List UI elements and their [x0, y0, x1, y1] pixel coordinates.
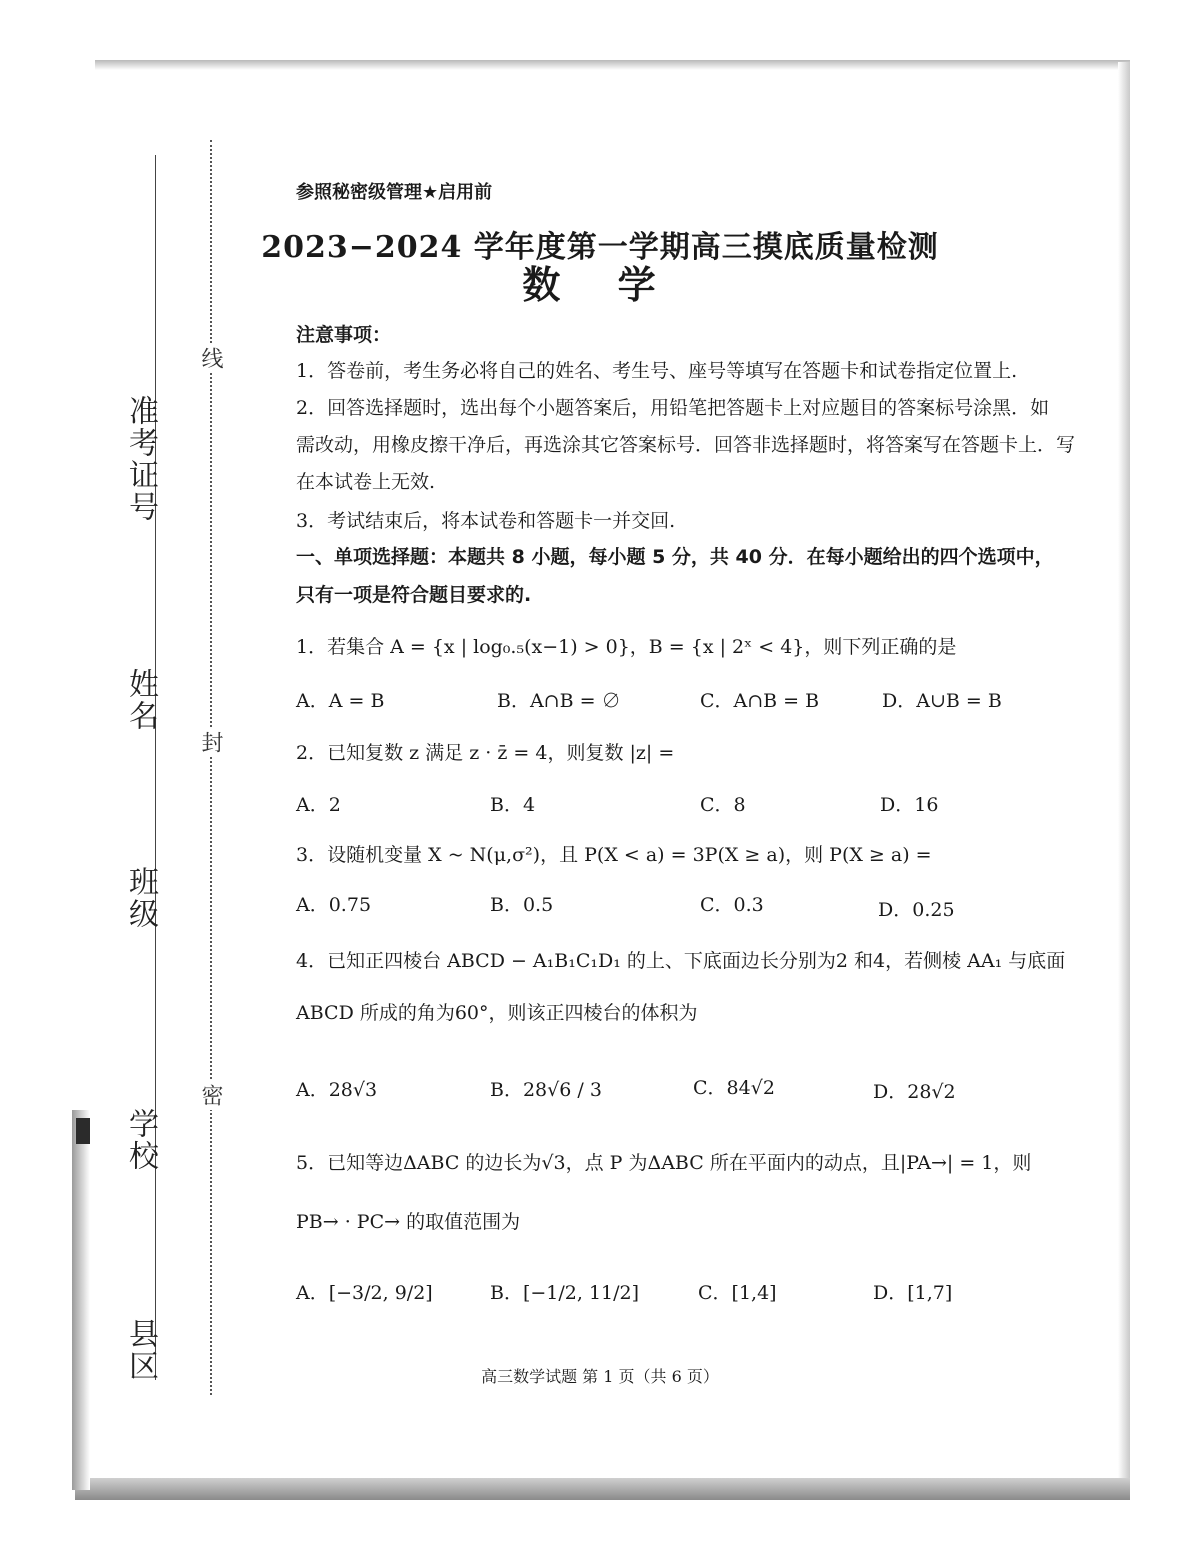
question-5-option-d: D．[1,7]: [873, 1282, 953, 1304]
label-district: 县区: [123, 1318, 158, 1382]
question-4-option-c: C．84√2: [693, 1077, 775, 1099]
seal-mark-line: 线: [195, 343, 226, 373]
label-class: 班级: [123, 866, 158, 930]
notice-item: 1．答卷前，考生务必将自己的姓名、考生号、座号等填写在答题卡和试卷指定位置上.: [296, 360, 1018, 382]
scan-edge-left: [72, 1110, 90, 1490]
question-3-option-b: B．0.5: [490, 894, 554, 916]
question-5-stem-cont: PB→ · PC→ 的取值范围为: [296, 1211, 521, 1233]
exam-title: 2023−2024 学年度第一学期高三摸底质量检测: [261, 230, 939, 265]
question-2-stem: 2．已知复数 z 满足 z · z̄ = 4，则复数 |z| =: [296, 742, 675, 764]
question-2-option-a: A．2: [296, 794, 341, 816]
notice-item: 2．回答选择题时，选出每个小题答案后，用铅笔把答题卡上对应题目的答案标号涂黑．如: [296, 397, 1050, 419]
question-4-option-d: D．28√2: [873, 1081, 956, 1103]
page-footer: 高三数学试题 第 1 页（共 6 页）: [481, 1367, 719, 1386]
question-4-option-b: B．28√6 / 3: [490, 1079, 602, 1101]
scan-edge-top: [95, 60, 1130, 70]
question-3-option-c: C．0.3: [700, 894, 764, 916]
notice-item: 在本试卷上无效.: [296, 471, 436, 493]
seal-mark-secret: 密: [195, 1080, 226, 1110]
question-3-stem: 3．设随机变量 X ~ N(μ,σ²)，且 P(X < a) = 3P(X ≥ a)，则 P(X ≥ a) =: [296, 844, 932, 866]
question-2-option-b: B．4: [490, 794, 536, 816]
scan-mark: [76, 1118, 90, 1144]
label-exam-number: 准考证号: [123, 395, 158, 523]
question-2-option-c: C．8: [700, 794, 746, 816]
question-1-option-a: A．A = B: [296, 690, 385, 712]
question-5-stem: 5．已知等边ΔABC 的边长为√3，点 P 为ΔABC 所在平面内的动点，且|PA→| = 1，则: [296, 1152, 1032, 1174]
seal-mark-seal: 封: [195, 727, 226, 757]
question-4-stem-cont: ABCD 所成的角为60°，则该正四棱台的体积为: [296, 1002, 698, 1024]
question-1-option-c: C．A∩B = B: [700, 690, 820, 712]
question-1-stem: 1．若集合 A = {x | log₀.₅(x−1) > 0}，B = {x | 2ˣ < 4}，则下列正确的是: [296, 636, 957, 658]
question-5-option-a: A．[−3/2, 9/2]: [296, 1282, 433, 1304]
subject-title: 数 学: [522, 263, 678, 307]
question-5-option-b: B．[−1/2, 11/2]: [490, 1282, 640, 1304]
question-2-option-d: D．16: [880, 794, 939, 816]
question-3-option-a: A．0.75: [296, 894, 372, 916]
binding-fill-line: [155, 155, 156, 1380]
section-heading-cont: 只有一项是符合题目要求的.: [296, 584, 532, 606]
label-school: 学校: [123, 1108, 158, 1172]
question-5-option-c: C．[1,4]: [698, 1282, 777, 1304]
notice-heading: 注意事项：: [296, 324, 392, 346]
binding-dotted-line: [210, 140, 212, 1395]
scan-edge-bottom: [75, 1478, 1130, 1500]
question-1-option-b: B．A∩B = ∅: [497, 690, 621, 712]
question-1-option-d: D．A∪B = B: [882, 690, 1002, 712]
label-name: 姓名: [123, 668, 158, 732]
confidential-label: 参照秘密级管理★启用前: [296, 182, 493, 203]
question-4-option-a: A．28√3: [296, 1079, 378, 1101]
notice-item: 3．考试结束后，将本试卷和答题卡一并交回.: [296, 510, 676, 532]
question-4-stem: 4．已知正四棱台 ABCD − A₁B₁C₁D₁ 的上、下底面边长分别为2 和4，若侧棱 AA₁ 与底面: [296, 950, 1066, 972]
section-heading: 一、单项选择题：本题共 8 小题，每小题 5 分，共 40 分．在每小题给出的四个选项中，: [296, 546, 1054, 568]
question-3-option-d: D．0.25: [878, 899, 955, 921]
notice-item: 需改动，用橡皮擦干净后，再选涂其它答案标号．回答非选择题时，将答案写在答题卡上．写: [296, 434, 1076, 456]
